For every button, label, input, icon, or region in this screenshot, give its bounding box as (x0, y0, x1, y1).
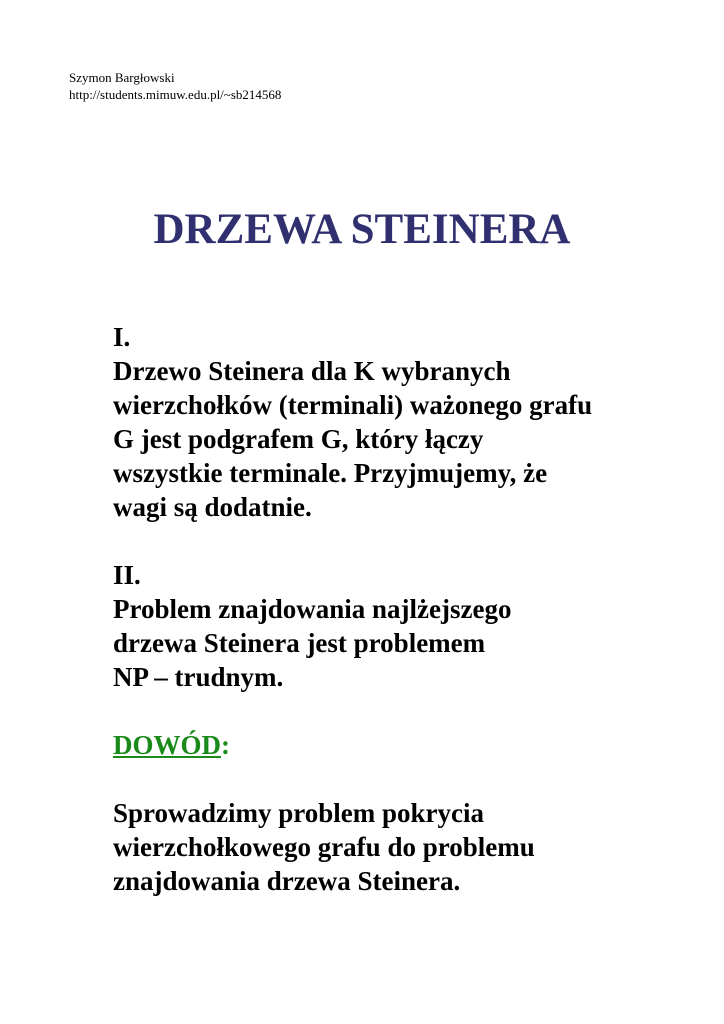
spacer (113, 524, 693, 558)
spacer (113, 762, 693, 796)
proof-heading-word: DOWÓD (113, 730, 221, 760)
section-1-numeral: I. (113, 322, 131, 352)
proof-line: znajdowania drzewa Steinera. (113, 866, 461, 896)
proof-line: Sprowadzimy problem pokrycia (113, 798, 485, 828)
proof-body (113, 796, 693, 898)
author-url: http://students.mimuw.edu.pl/~sb214568 (69, 87, 282, 102)
page-title: DRZEWA STEINERA (153, 206, 571, 253)
section-1-line: Drzewo Steinera dla K wybranych (113, 356, 511, 386)
section-2-line: drzewa Steinera jest problemem (113, 628, 486, 658)
section-2-numeral: II. (113, 560, 141, 590)
spacer (113, 694, 693, 728)
section-1 (113, 320, 693, 524)
section-1-line: wszystkie terminale. Przyjmujemy, że (113, 458, 548, 488)
proof-heading (113, 728, 693, 762)
author-name: Szymon Bargłowski (69, 70, 175, 85)
document-header (69, 69, 281, 103)
section-2-line: NP – trudnym. (113, 662, 284, 692)
section-1-line: wierzchołków (terminali) ważonego grafu (113, 390, 593, 420)
section-2-line: Problem znajdowania najlżejszego (113, 594, 512, 624)
section-1-line: G jest podgrafem G, który łączy (113, 424, 484, 454)
section-1-line: wagi są dodatnie. (113, 492, 312, 522)
proof-line: wierzchołkowego grafu do problemu (113, 832, 535, 862)
section-2 (113, 558, 693, 694)
document-body (113, 320, 693, 898)
proof-heading-colon: : (221, 730, 230, 760)
